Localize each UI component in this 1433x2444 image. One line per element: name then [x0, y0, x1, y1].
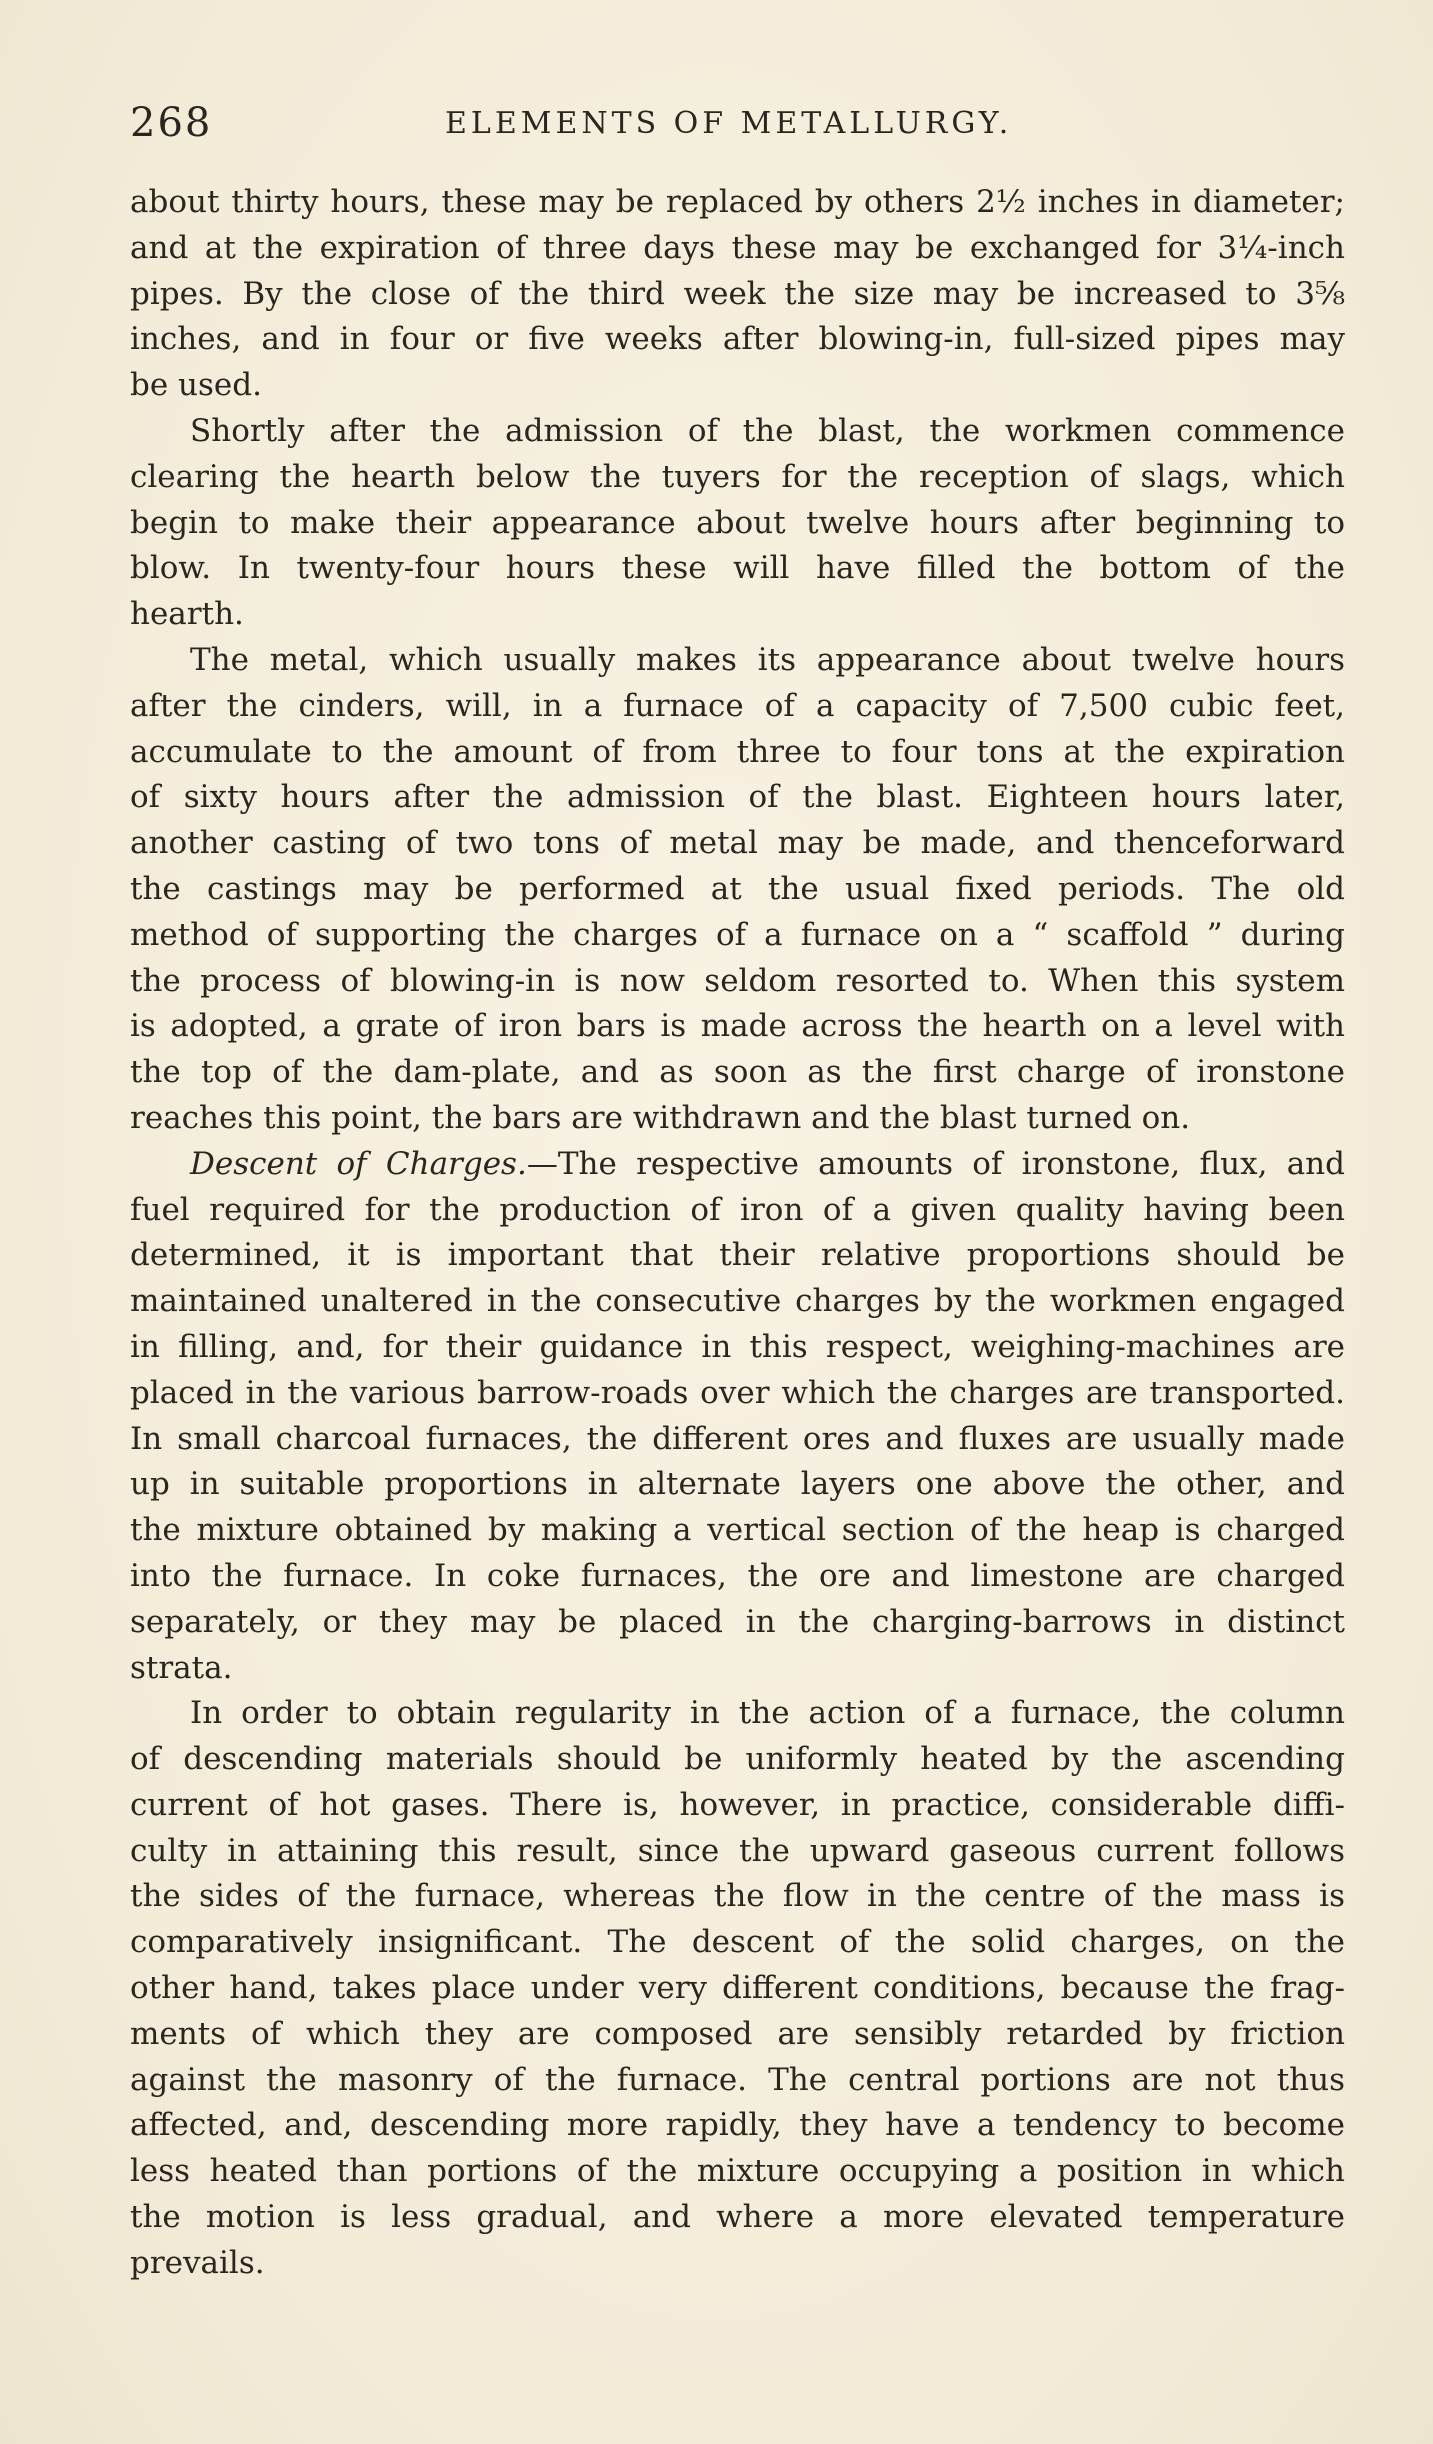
line-text: less heated than portions of the mixture occupying a position in which	[130, 2153, 1345, 2190]
line-text: current of hot gases. There is, however, in practice, considerable diffi-	[130, 1786, 1345, 1823]
text-line	[130, 272, 1345, 318]
line-text: affected, and, descending more rapidly, they have a tendency to become	[130, 2107, 1345, 2144]
line-text: the motion is less gradual, and where a more elevated temperature	[130, 2199, 1345, 2236]
text-line	[130, 1233, 1345, 1279]
line-text: fuel required for the production of iron of a given quality having been	[130, 1191, 1345, 1228]
line-text: other hand, takes place under very different conditions, because the frag-	[130, 1970, 1345, 2007]
text-line	[130, 180, 1345, 226]
line-text: culty in attaining this result, since the upward gaseous current follows	[130, 1832, 1345, 1869]
text-line	[130, 1462, 1345, 1508]
line-text: comparatively insignificant. The descent of the solid charges, on the	[130, 1924, 1345, 1961]
line-text: hearth.	[130, 596, 244, 633]
line-text: inches, and in four or five weeks after blowing-in, full-sized pipes may	[130, 321, 1345, 358]
line-text: In small charcoal furnaces, the different ores and fluxes are usually made	[130, 1420, 1345, 1457]
line-text: In order to obtain regularity in the action of a furnace, the column	[190, 1695, 1345, 1732]
line-text: method of supporting the charges of a furnace on a “ scaffold ” during	[130, 916, 1345, 953]
text-line	[130, 1600, 1345, 1646]
text-line	[130, 638, 1345, 684]
line-text: begin to make their appearance about twelve hours after beginning to	[130, 504, 1345, 541]
line-text: and at the expiration of three days these may be exchanged for 3¼-inch	[130, 229, 1345, 266]
text-line	[130, 821, 1345, 867]
body-text	[130, 180, 1345, 2287]
text-line	[130, 1417, 1345, 1463]
text-line	[130, 1966, 1345, 2012]
text-line	[130, 1783, 1345, 1829]
text-line	[130, 1829, 1345, 1875]
line-text: The metal, which usually makes its appearance about twelve hours	[190, 641, 1345, 678]
page-header	[130, 100, 1350, 160]
text-line	[130, 867, 1345, 913]
text-line	[130, 1371, 1345, 1417]
line-text: pipes. By the close of the third week the size may be increased to 3⅝	[130, 275, 1345, 312]
line-text: strata.	[130, 1649, 233, 1686]
line-text: ments of which they are composed are sensibly retarded by friction	[130, 2015, 1345, 2052]
text-line	[130, 775, 1345, 821]
text-line	[130, 2241, 1345, 2287]
text-line	[130, 2149, 1345, 2195]
text-line	[130, 1279, 1345, 1325]
text-line	[130, 2103, 1345, 2149]
text-line	[130, 2195, 1345, 2241]
text-line	[130, 684, 1345, 730]
text-line	[130, 1325, 1345, 1371]
text-line	[130, 2058, 1345, 2104]
line-text: up in suitable proportions in alternate layers one above the other, and	[130, 1466, 1345, 1503]
line-text: be used.	[130, 367, 262, 404]
line-text: prevails.	[130, 2244, 265, 2281]
page-number: 268	[130, 100, 213, 146]
line-text: the castings may be performed at the usual fixed periods. The old	[130, 870, 1345, 907]
line-text: after the cinders, will, in a furnace of a capacity of 7,500 cubic feet,	[130, 687, 1345, 724]
line-text: of sixty hours after the admission of the blast. Eighteen hours later,	[130, 779, 1345, 816]
line-text: clearing the hearth below the tuyers for the reception of slags, which	[130, 458, 1345, 495]
line-text: about thirty hours, these may be replaced by others 2½ inches in diameter;	[130, 184, 1345, 220]
line-text: the process of blowing-in is now seldom resorted to. When this system	[130, 962, 1345, 999]
text-line	[130, 959, 1345, 1005]
section-heading: Descent of Charges.	[190, 1145, 527, 1182]
text-line	[130, 317, 1345, 363]
line-text: into the furnace. In coke furnaces, the ore and limestone are charged	[130, 1557, 1345, 1594]
line-text: reaches this point, the bars are withdrawn and the blast turned on.	[130, 1099, 1191, 1136]
text-line	[130, 2012, 1345, 2058]
text-line	[130, 1050, 1345, 1096]
line-text: the mixture obtained by making a vertical section of the heap is charged	[130, 1512, 1345, 1549]
text-line	[130, 1646, 1345, 1692]
line-text: —The respective amounts of ironstone, flux, and	[526, 1145, 1345, 1182]
text-line	[130, 730, 1345, 776]
line-text: the sides of the furnace, whereas the flow in the centre of the mass is	[130, 1878, 1345, 1915]
text-line	[130, 1508, 1345, 1554]
line-text: the top of the dam-plate, and as soon as the first charge of ironstone	[130, 1054, 1345, 1091]
text-line	[130, 1142, 1345, 1188]
line-text: against the masonry of the furnace. The central portions are not thus	[130, 2061, 1345, 2098]
running-title: ELEMENTS OF METALLURGY.	[445, 106, 1013, 141]
text-line	[130, 363, 1345, 409]
line-text: blow. In twenty-four hours these will have filled the bottom of the	[130, 550, 1345, 587]
text-line	[130, 1874, 1345, 1920]
line-text: separately, or they may be placed in the charging-barrows in distinct	[130, 1603, 1345, 1640]
text-line	[130, 592, 1345, 638]
line-text: another casting of two tons of metal may be made, and thenceforward	[130, 825, 1345, 862]
line-text: is adopted, a grate of iron bars is made across the hearth on a level with	[130, 1008, 1345, 1045]
text-line	[130, 226, 1345, 272]
text-line	[130, 913, 1345, 959]
text-line	[130, 546, 1345, 592]
line-text: Shortly after the admission of the blast, the workmen commence	[190, 412, 1345, 449]
text-line	[130, 501, 1345, 547]
text-line	[130, 1737, 1345, 1783]
line-text: placed in the various barrow-roads over which the charges are transported.	[130, 1374, 1345, 1411]
text-line	[130, 1920, 1345, 1966]
text-line	[130, 1004, 1345, 1050]
line-text: of descending materials should be uniformly heated by the ascending	[130, 1741, 1345, 1778]
text-line	[130, 1554, 1345, 1600]
line-text: determined, it is important that their relative proportions should be	[130, 1237, 1345, 1274]
text-line	[130, 409, 1345, 455]
line-text: maintained unaltered in the consecutive charges by the workmen engaged	[130, 1283, 1345, 1320]
line-text: accumulate to the amount of from three to four tons at the expiration	[130, 733, 1345, 770]
text-line	[130, 1096, 1345, 1142]
text-line	[130, 455, 1345, 501]
line-text: in filling, and, for their guidance in this respect, weighing-machines are	[130, 1328, 1345, 1365]
text-line	[130, 1691, 1345, 1737]
text-line	[130, 1188, 1345, 1234]
